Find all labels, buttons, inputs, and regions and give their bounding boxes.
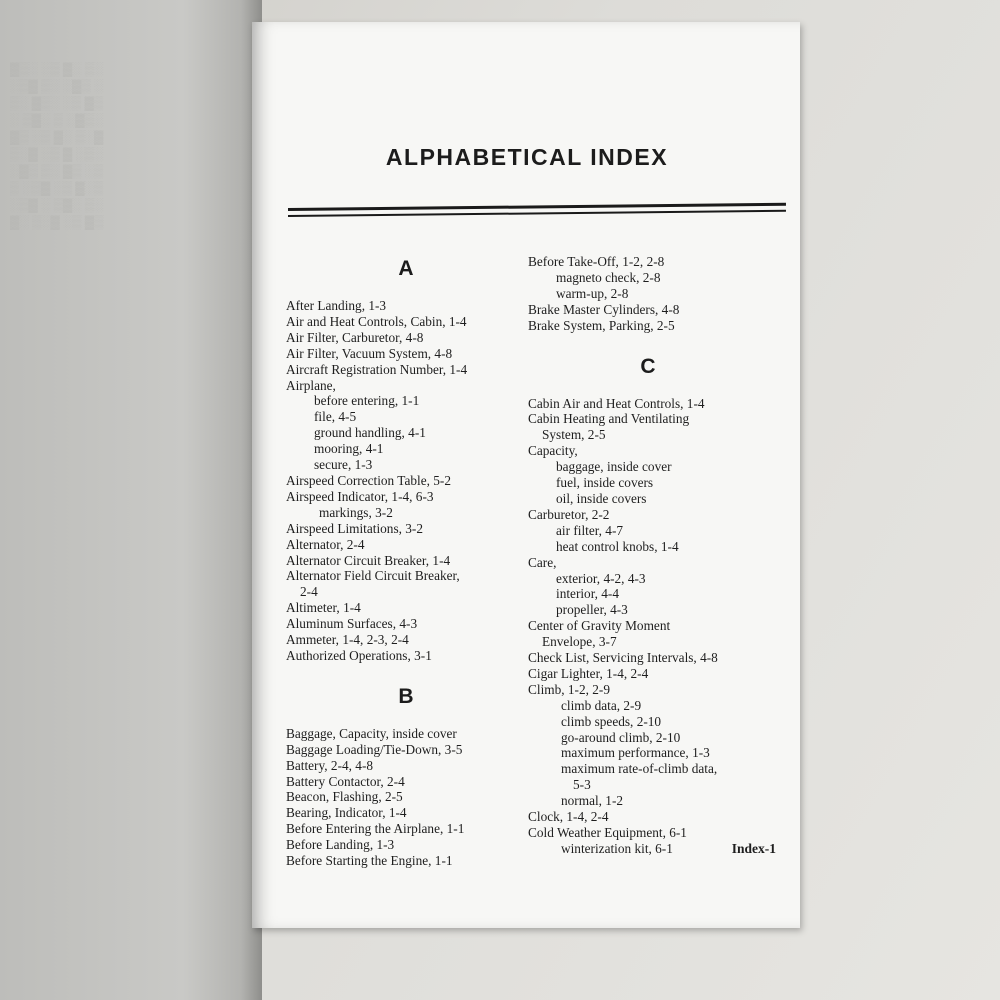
index-entry: Beacon, Flashing, 2-5 bbox=[286, 789, 403, 805]
index-entry: heat control knobs, 1-4 bbox=[556, 538, 679, 554]
index-entry: Altimeter, 1-4 bbox=[286, 600, 361, 616]
index-entry: 5-3 bbox=[573, 777, 591, 793]
page-title: ALPHABETICAL INDEX bbox=[385, 144, 669, 170]
index-entry: climb speeds, 2-10 bbox=[561, 713, 662, 729]
section-gap bbox=[286, 664, 526, 682]
index-entry: Bearing, Indicator, 1-4 bbox=[286, 805, 407, 821]
index-entry: Alternator Circuit Breaker, 1-4 bbox=[286, 552, 451, 568]
index-entry: normal, 1-2 bbox=[561, 793, 624, 809]
index-entry: Baggage Loading/Tie-Down, 3-5 bbox=[286, 741, 463, 757]
index-entry: Clock, 1-4, 2-4 bbox=[528, 809, 609, 825]
index-entry: Before Take-Off, 1-2, 2-8 bbox=[528, 254, 665, 269]
index-entry: Baggage, Capacity, inside cover bbox=[286, 725, 457, 741]
index-entry: exterior, 4-2, 4-3 bbox=[556, 570, 646, 586]
section-letter: B bbox=[398, 684, 414, 708]
index-entry: interior, 4-4 bbox=[556, 586, 619, 602]
index-entry: Before Entering the Airplane, 1-1 bbox=[286, 821, 465, 837]
index-entry: Aircraft Registration Number, 1-4 bbox=[286, 361, 468, 377]
index-entry: winterization kit, 6-1 bbox=[561, 840, 673, 856]
index-entry: Cigar Lighter, 1-4, 2-4 bbox=[528, 665, 649, 681]
index-entry: air filter, 4-7 bbox=[556, 522, 624, 538]
index-entry: propeller, 4-3 bbox=[556, 602, 628, 618]
section-gap bbox=[528, 382, 768, 396]
index-entry: Air and Heat Controls, Cabin, 1-4 bbox=[286, 313, 467, 329]
index-entry: Cabin Heating and Ventilating bbox=[528, 411, 690, 427]
index-entry: Battery, 2-4, 4-8 bbox=[286, 757, 374, 773]
index-entry: Alternator, 2-4 bbox=[286, 536, 365, 552]
section-gap bbox=[286, 712, 526, 726]
index-entry: Center of Gravity Moment bbox=[528, 618, 671, 634]
index-entry: baggage, inside cover bbox=[556, 459, 672, 475]
index-entry: fuel, inside covers bbox=[556, 475, 654, 491]
index-column-left bbox=[286, 254, 526, 869]
index-entry: Alternator Field Circuit Breaker, bbox=[286, 568, 460, 584]
index-entry: Airspeed Correction Table, 5-2 bbox=[286, 472, 451, 488]
index-entry: After Landing, 1-3 bbox=[286, 298, 387, 313]
index-entry: Ammeter, 1-4, 2-3, 2-4 bbox=[286, 632, 409, 648]
index-entry: Cold Weather Equipment, 6-1 bbox=[528, 825, 687, 840]
index-entry: before entering, 1-1 bbox=[314, 393, 420, 409]
index-entry: Aluminum Surfaces, 4-3 bbox=[286, 616, 418, 632]
index-entry: Air Filter, Carburetor, 4-8 bbox=[286, 329, 424, 345]
index-entry: oil, inside covers bbox=[556, 490, 647, 506]
section-gap bbox=[286, 284, 526, 298]
index-entry: Cabin Air and Heat Controls, 1-4 bbox=[528, 395, 705, 411]
index-entry: Before Starting the Engine, 1-1 bbox=[286, 853, 453, 869]
index-entry: Carburetor, 2-2 bbox=[528, 506, 610, 522]
index-entry: Authorized Operations, 3-1 bbox=[286, 647, 432, 663]
index-entry: Air Filter, Vacuum System, 4-8 bbox=[286, 345, 453, 361]
index-entry: Care, bbox=[528, 554, 557, 570]
bleed-through-texture: ▓▒░ ░▒ ▓░ ▒░ ░▒▓ ▒░ ░▓▒ ░ ▒░ ▓▒░ ░▒ ▓▒ ░ ▒▓░ ▒ ░▓▒░ ▓▒ ░▒ ▓░ ▒░▓ ▒░▓ ░▒ ▓ ░▒░ ░▓▒ ▒░ ▓▒ ░▒ ▒ ░▒▓ ░▒ ▓░▒ ░▒▓ ░ ▒▓░ ▒░ ▓░ ▒░▓ ░▒ ▓▒ bbox=[10, 61, 104, 229]
index-entry: Envelope, 3-7 bbox=[542, 634, 617, 650]
index-entry: System, 2-5 bbox=[542, 427, 606, 443]
left-page bbox=[0, 0, 262, 1000]
index-entry: magneto check, 2-8 bbox=[556, 269, 661, 285]
page-number: Index-1 bbox=[731, 841, 776, 856]
index-entry: Airplane, bbox=[286, 377, 336, 393]
index-entry: markings, 3-2 bbox=[319, 504, 393, 520]
index-page bbox=[252, 22, 800, 928]
index-entry: Capacity, bbox=[528, 443, 578, 459]
index-entry: secure, 1-3 bbox=[314, 457, 373, 473]
index-entry: go-around climb, 2-10 bbox=[561, 729, 681, 745]
section-letter: A bbox=[398, 257, 414, 280]
section-letter: C bbox=[640, 354, 656, 378]
index-entry: ground handling, 4-1 bbox=[314, 425, 426, 441]
index-entry: Airspeed Limitations, 3-2 bbox=[286, 520, 424, 536]
index-entry: Climb, 1-2, 2-9 bbox=[528, 681, 610, 697]
index-entry: 2-4 bbox=[300, 584, 318, 600]
index-entry: Battery Contactor, 2-4 bbox=[286, 773, 405, 789]
index-entry: file, 4-5 bbox=[314, 409, 357, 425]
index-entry: Airspeed Indicator, 1-4, 6-3 bbox=[286, 488, 434, 504]
index-entry: climb data, 2-9 bbox=[561, 697, 642, 713]
index-entry: Check List, Servicing Intervals, 4-8 bbox=[528, 650, 718, 666]
index-entry: Before Landing, 1-3 bbox=[286, 837, 395, 853]
index-entry: warm-up, 2-8 bbox=[556, 285, 629, 301]
index-entry: mooring, 4-1 bbox=[314, 441, 384, 457]
section-gap bbox=[528, 334, 768, 352]
index-entry: Brake System, Parking, 2-5 bbox=[528, 317, 675, 333]
index-entry: Brake Master Cylinders, 4-8 bbox=[528, 301, 680, 317]
index-entry: maximum rate-of-climb data, bbox=[561, 761, 718, 777]
title-rule-thin bbox=[288, 210, 786, 217]
index-column-right bbox=[528, 254, 768, 857]
index-entry: maximum performance, 1-3 bbox=[561, 745, 710, 761]
